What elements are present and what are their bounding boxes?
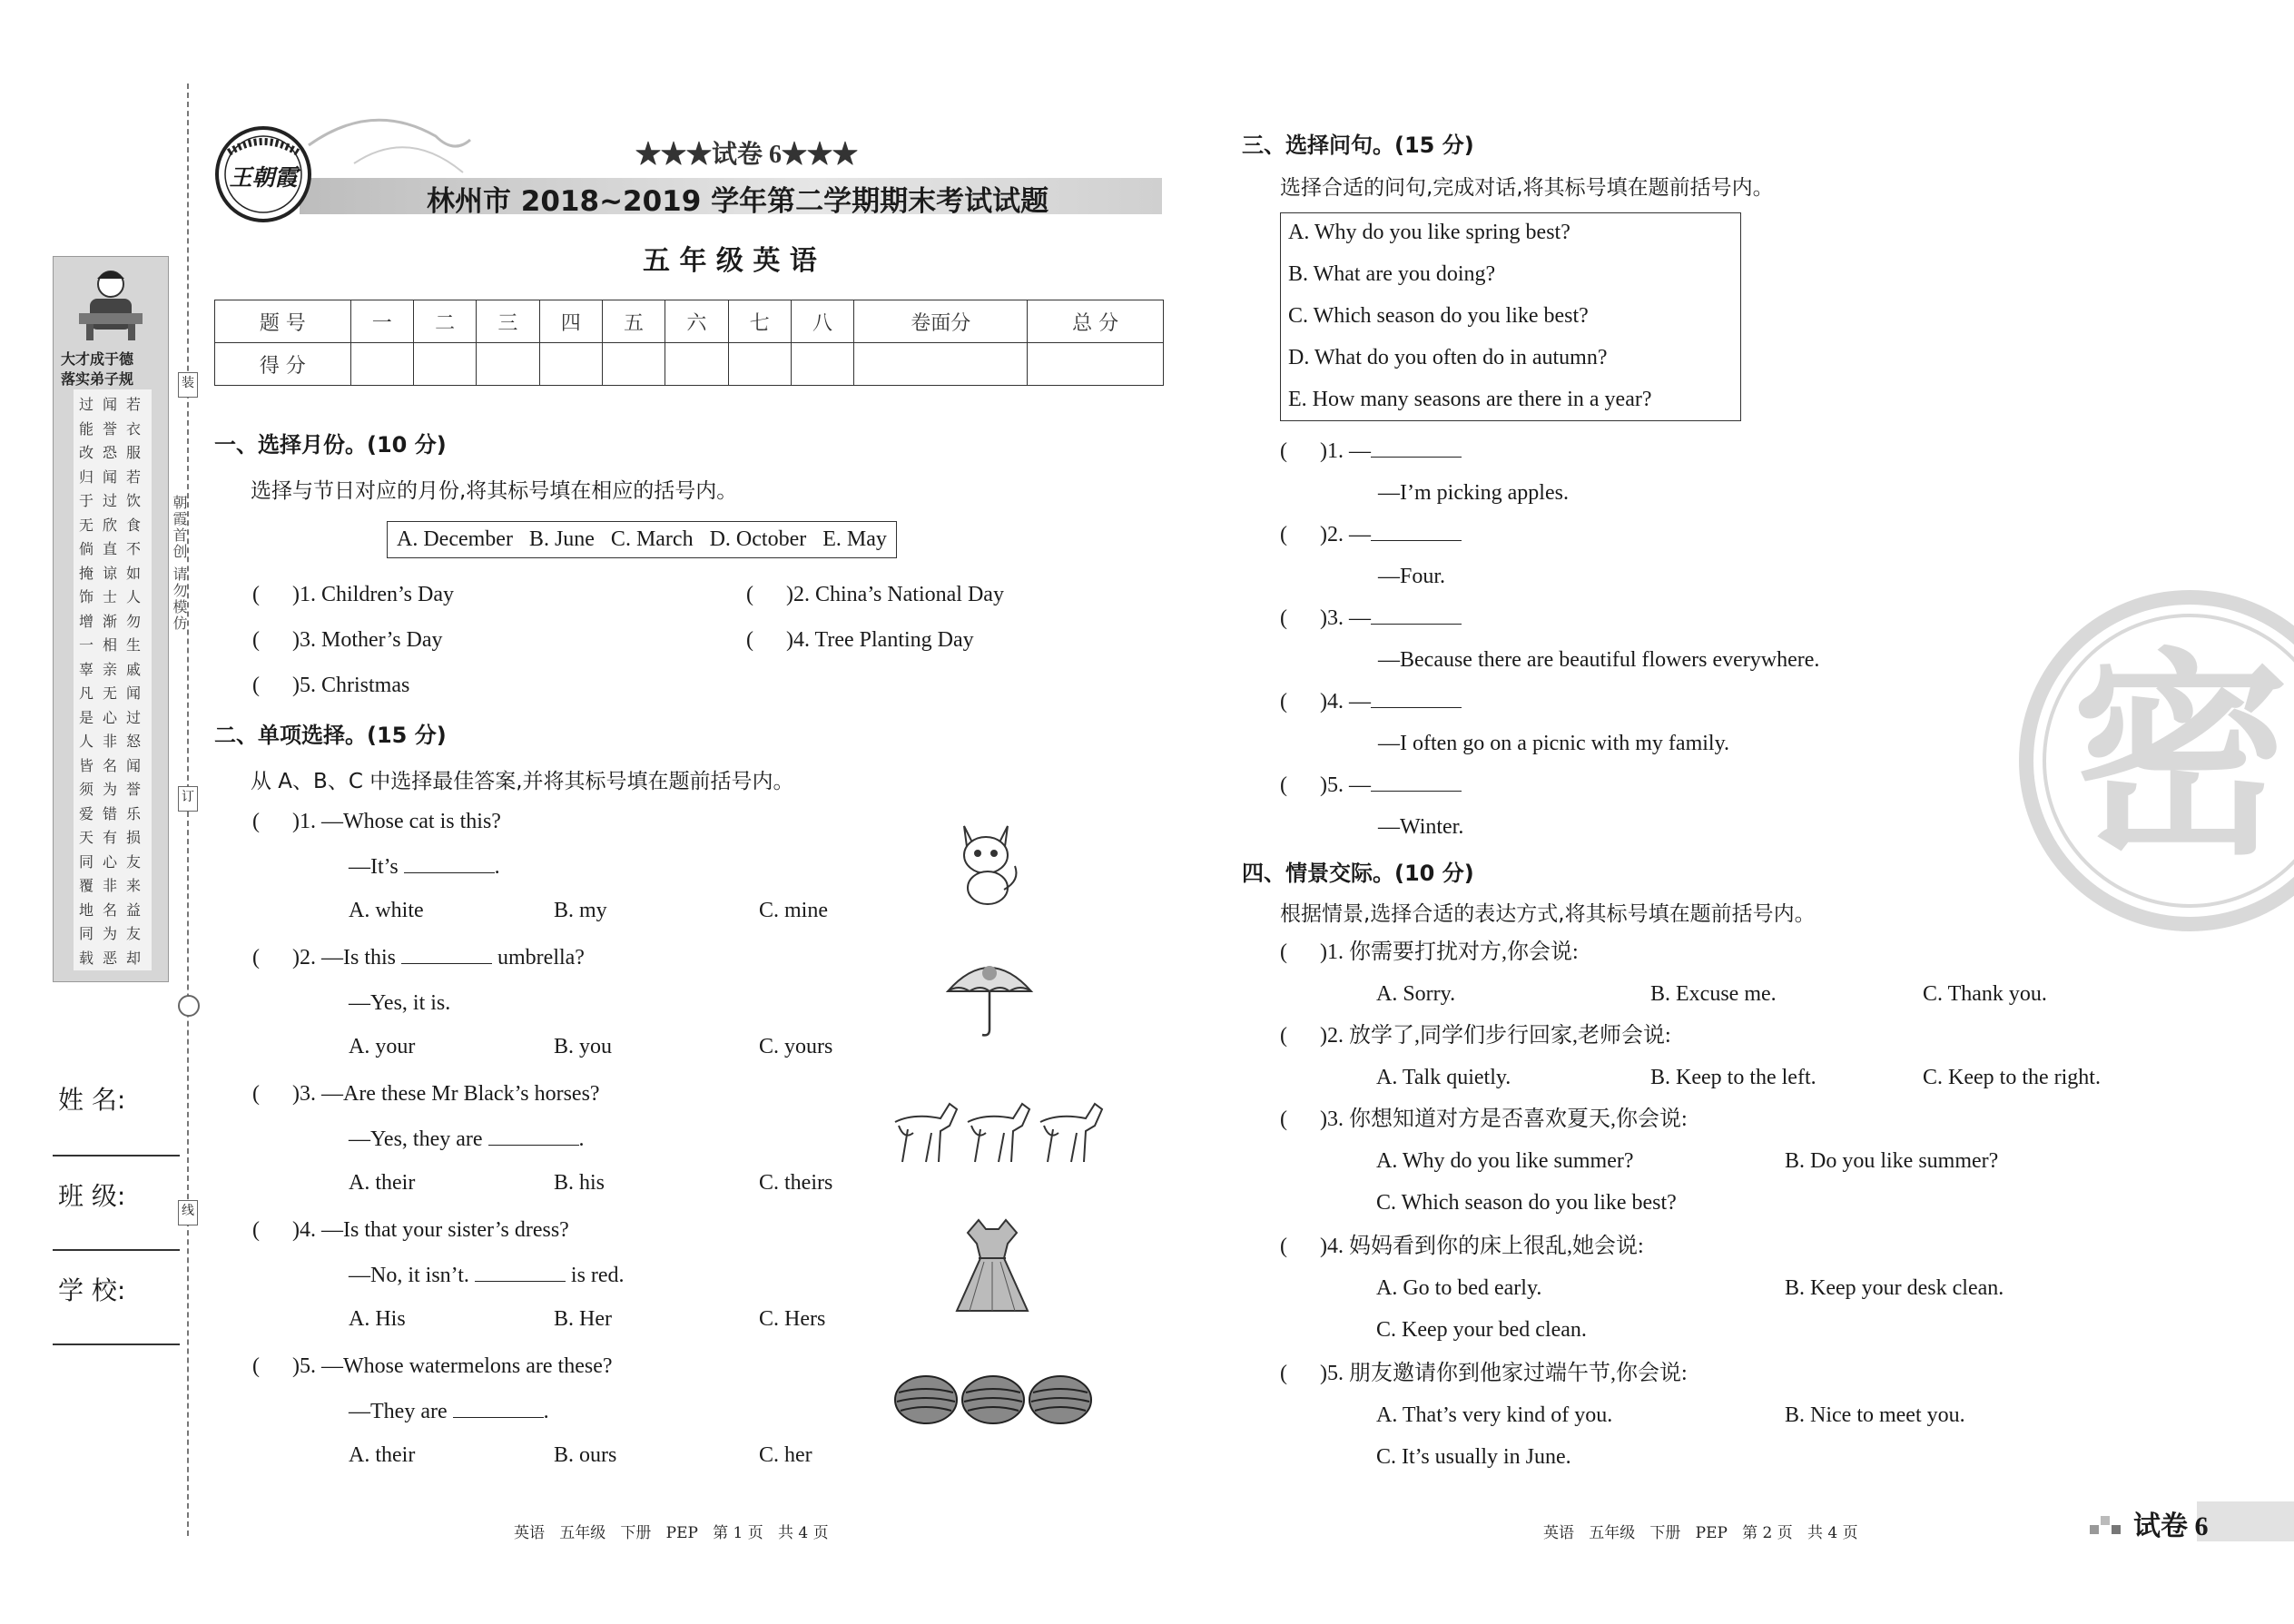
part1-item-1[interactable]: ( )1. Children’s Day xyxy=(252,583,454,606)
part3-item-5-answer: —Winter. xyxy=(1378,815,1464,839)
score-cell: 二 xyxy=(413,300,476,343)
paper-label: ★★★试卷 6★★★ xyxy=(635,141,859,169)
score-table-header-row xyxy=(215,300,1164,343)
part2-q4-option-a[interactable]: A. His xyxy=(349,1307,406,1331)
score-input[interactable] xyxy=(413,343,476,386)
part2-q2-option-a[interactable]: A. your xyxy=(349,1035,416,1058)
part4-item-5-option-a[interactable]: A. That’s very kind of you. xyxy=(1376,1403,1613,1427)
part4-item-4-option-c[interactable]: C. Keep your bed clean. xyxy=(1376,1318,1587,1342)
part4-heading: 四、情景交际。(10 分) xyxy=(1242,861,1474,886)
part2-instruction: 从 A、B、C 中选择最佳答案,并将其标号填在题前括号内。 xyxy=(251,770,794,793)
corner-paper-label: 试卷 6 xyxy=(2133,1511,2209,1541)
score-cell: 四 xyxy=(539,300,602,343)
part2-heading: 二、单项选择。(15 分) xyxy=(214,723,447,748)
part2-q5-option-c[interactable]: C. her xyxy=(759,1443,812,1467)
part2-q2-answer: —Yes, it is. xyxy=(349,991,451,1015)
footer-page-2: 英语 五年级 下册 PEP 第 2 页 共 4 页 xyxy=(1543,1524,1858,1542)
score-cell: 五 xyxy=(602,300,665,343)
umbrella-picture xyxy=(944,950,1035,1040)
part2-q3-option-a[interactable]: A. their xyxy=(349,1171,416,1195)
part3-heading: 三、选择问句。(15 分) xyxy=(1242,133,1474,158)
motto-line-2: 落实弟子规 xyxy=(61,370,134,388)
binding-hole-1 xyxy=(178,995,200,1017)
score-input[interactable] xyxy=(854,343,1028,386)
part3-option-c: C. Which season do you like best? xyxy=(1288,304,1589,328)
part4-item-2-option-c[interactable]: C. Keep to the right. xyxy=(1923,1066,2101,1089)
part2-q5-answer xyxy=(349,1398,549,1425)
score-cell: 六 xyxy=(665,300,728,343)
part4-item-2-question[interactable]: ( )2. 放学了,同学们步行回家,老师会说: xyxy=(1280,1024,1671,1048)
part4-item-1-option-a[interactable]: A. Sorry. xyxy=(1376,982,1456,1006)
part4-item-4-option-b[interactable]: B. Keep your desk clean. xyxy=(1785,1276,2004,1300)
part2-q3-answer xyxy=(349,1126,585,1153)
exam-title: 林州市 2018~2019 学年第二学期期末考试试题 xyxy=(427,185,1049,218)
part2-q3-option-b[interactable]: B. his xyxy=(554,1171,605,1195)
answer-suffix: . xyxy=(543,1400,549,1423)
part3-item-2-answer: —Four. xyxy=(1378,565,1446,588)
part3-item-4-answer: —I often go on a picnic with my family. xyxy=(1378,732,1730,755)
school-label: 学 校: xyxy=(58,1275,126,1305)
part2-q4-question[interactable]: ( )4. —Is that your sister’s dress? xyxy=(252,1218,569,1242)
part4-item-5-question[interactable]: ( )5. 朋友邀请你到他家过端午节,你会说: xyxy=(1280,1362,1688,1385)
answer-blank[interactable] xyxy=(1371,689,1462,708)
motto-column-1: 过能改归于无倘掩饰增一辜凡是人皆须爱天同覆地同载 xyxy=(79,396,94,967)
part4-item-3-option-b[interactable]: B. Do you like summer? xyxy=(1785,1149,1999,1173)
part4-item-2-option-b[interactable]: B. Keep to the left. xyxy=(1650,1066,1816,1089)
score-cell: 题 号 xyxy=(215,300,351,343)
watermelons-picture xyxy=(893,1373,1093,1427)
answer-blank[interactable] xyxy=(1371,605,1462,625)
cat-picture xyxy=(950,817,1022,908)
scholar-figure xyxy=(70,262,152,344)
part2-q1-option-a[interactable]: A. white xyxy=(349,899,424,922)
school-field[interactable] xyxy=(53,1343,180,1345)
name-label: 姓 名: xyxy=(58,1085,126,1115)
part3-item-3-question xyxy=(1280,605,1462,632)
stamp-character: 密 xyxy=(2072,630,2290,884)
score-table-score-row xyxy=(215,343,1164,386)
class-field[interactable] xyxy=(53,1249,180,1251)
answer-blank[interactable] xyxy=(1371,773,1462,792)
confidential-stamp xyxy=(2017,588,2294,933)
footer-page-1: 英语 五年级 下册 PEP 第 1 页 共 4 页 xyxy=(514,1524,829,1542)
part2-q4-answer xyxy=(349,1262,625,1289)
part2-q4-option-c[interactable]: C. Hers xyxy=(759,1307,826,1331)
motto-panel xyxy=(53,256,169,982)
part4-item-5-option-c[interactable]: C. It’s usually in June. xyxy=(1376,1445,1571,1469)
score-cell: 七 xyxy=(728,300,791,343)
part3-instruction: 选择合适的问句,完成对话,将其标号填在题前括号内。 xyxy=(1280,176,1774,200)
part4-item-4-question[interactable]: ( )4. 妈妈看到你的床上很乱,她会说: xyxy=(1280,1235,1644,1258)
answer-prefix: —No, it isn’t. xyxy=(349,1264,469,1287)
logo-text: 王朝霞 xyxy=(229,166,298,191)
score-cell: 八 xyxy=(791,300,853,343)
exam-subject: 五 年 级 英 语 xyxy=(643,245,817,277)
logo-seal xyxy=(214,125,312,223)
score-input[interactable] xyxy=(791,343,853,386)
part2-q5-question[interactable]: ( )5. —Whose watermelons are these? xyxy=(252,1354,613,1378)
score-input[interactable] xyxy=(665,343,728,386)
part3-item-4-question xyxy=(1280,688,1462,715)
class-label: 班 级: xyxy=(58,1181,126,1211)
question-prefix: ( )2. — xyxy=(1280,523,1371,546)
score-cell: 三 xyxy=(477,300,539,343)
part2-q3-question[interactable]: ( )3. —Are these Mr Black’s horses? xyxy=(252,1082,600,1106)
answer-prefix: —It’s xyxy=(349,855,399,879)
part4-item-2-option-a[interactable]: A. Talk quietly. xyxy=(1376,1066,1511,1089)
score-input[interactable] xyxy=(350,343,413,386)
cut-mark-2: 订 xyxy=(178,786,198,812)
part2-q5-option-a[interactable]: A. their xyxy=(349,1443,416,1467)
score-input[interactable] xyxy=(477,343,539,386)
answer-blank[interactable] xyxy=(1371,438,1462,458)
part4-item-4-option-a[interactable]: A. Go to bed early. xyxy=(1376,1276,1542,1300)
cut-mark-3: 线 xyxy=(178,1200,198,1225)
answer-prefix: —Yes, they are xyxy=(349,1127,483,1151)
part2-q1-option-b[interactable]: B. my xyxy=(554,899,607,922)
question-prefix: ( )2. —Is this xyxy=(252,946,396,969)
answer-blank[interactable] xyxy=(475,1263,566,1282)
part2-q2-option-c[interactable]: C. yours xyxy=(759,1035,833,1058)
score-input[interactable] xyxy=(728,343,791,386)
part4-item-1-option-c[interactable]: C. Thank you. xyxy=(1923,982,2047,1006)
part4-item-1-question[interactable]: ( )1. 你需要打扰对方,你会说: xyxy=(1280,940,1579,964)
answer-blank[interactable] xyxy=(401,945,492,964)
part3-option-d: D. What do you often do in autumn? xyxy=(1288,346,1608,369)
score-cell: 一 xyxy=(350,300,413,343)
motto-line-1: 大才成于德 xyxy=(61,350,134,368)
ribbon-decoration xyxy=(300,109,472,182)
part2-q2-question xyxy=(252,944,585,971)
part1-item-2[interactable]: ( )2. China’s National Day xyxy=(746,583,1004,606)
part4-item-3-question[interactable]: ( )3. 你想知道对方是否喜欢夏天,你会说: xyxy=(1280,1107,1688,1131)
answer-suffix: is red. xyxy=(570,1264,625,1287)
part3-option-e: E. How many seasons are there in a year? xyxy=(1288,388,1652,411)
dress-picture xyxy=(951,1216,1033,1316)
score-cell: 卷面分 xyxy=(854,300,1028,343)
part4-item-1-option-b[interactable]: B. Excuse me. xyxy=(1650,982,1777,1006)
part4-item-3-option-c[interactable]: C. Which season do you like best? xyxy=(1376,1191,1677,1215)
cut-mark-1: 装 xyxy=(178,372,198,398)
part3-item-1-question xyxy=(1280,438,1462,465)
part3-option-b: B. What are you doing? xyxy=(1288,262,1496,286)
answer-prefix: —They are xyxy=(349,1400,448,1423)
part3-item-3-answer: —Because there are beautiful flowers everywhere. xyxy=(1378,648,1820,672)
part1-options-box: A. December B. June C. March D. October E. May xyxy=(387,521,897,558)
answer-blank[interactable] xyxy=(1371,522,1462,541)
part2-q3-option-c[interactable]: C. theirs xyxy=(759,1171,833,1195)
part2-q1-answer xyxy=(349,853,500,881)
part4-item-3-option-a[interactable]: A. Why do you like summer? xyxy=(1376,1149,1634,1173)
part4-item-5-option-b[interactable]: B. Nice to meet you. xyxy=(1785,1403,1965,1427)
part3-item-2-question xyxy=(1280,521,1462,548)
question-prefix: ( )4. — xyxy=(1280,690,1371,714)
part3-item-5-question xyxy=(1280,772,1462,799)
part3-option-a: A. Why do you like spring best? xyxy=(1288,221,1570,244)
corner-decoration xyxy=(2090,1509,2126,1536)
copyright-vertical-note: 朝霞首创 请勿模仿 xyxy=(171,495,188,633)
score-table xyxy=(214,300,1164,386)
score-input[interactable] xyxy=(602,343,665,386)
answer-suffix: . xyxy=(578,1127,585,1151)
part2-q1-question[interactable]: ( )1. —Whose cat is this? xyxy=(252,810,501,833)
answer-blank[interactable] xyxy=(488,1127,579,1146)
part1-item-3[interactable]: ( )3. Mother’s Day xyxy=(252,628,443,652)
name-field[interactable] xyxy=(53,1155,180,1156)
score-input[interactable] xyxy=(1028,343,1164,386)
answer-suffix: . xyxy=(494,855,500,879)
question-prefix: ( )5. — xyxy=(1280,773,1371,797)
part2-q4-option-b[interactable]: B. Her xyxy=(554,1307,612,1331)
part3-options-box xyxy=(1280,212,1741,421)
question-prefix: ( )3. — xyxy=(1280,606,1371,630)
part4-instruction: 根据情景,选择合适的表达方式,将其标号填在题前括号内。 xyxy=(1280,902,1816,926)
score-input[interactable] xyxy=(539,343,602,386)
score-cell: 得 分 xyxy=(215,343,351,386)
part3-item-1-answer: —I’m picking apples. xyxy=(1378,481,1569,505)
part2-q1-option-c[interactable]: C. mine xyxy=(759,899,828,922)
corner-bar xyxy=(2197,1501,2294,1541)
question-prefix: ( )1. — xyxy=(1280,439,1371,463)
horses-picture xyxy=(886,1086,1108,1167)
motto-column-3: 若衣服若饮食不如人勿生戚闻过怒闻誉乐损友来益友却 xyxy=(126,396,142,967)
part1-item-5[interactable]: ( )5. Christmas xyxy=(252,674,410,697)
question-suffix: umbrella? xyxy=(497,946,585,969)
part1-instruction: 选择与节日对应的月份,将其标号填在相应的括号内。 xyxy=(251,479,738,503)
part1-heading: 一、选择月份。(10 分) xyxy=(214,432,447,458)
motto-column-2: 闻誉恐闻过欣直谅士渐相亲无心非名为错有心非名为恶 xyxy=(103,396,118,967)
score-cell: 总 分 xyxy=(1028,300,1164,343)
answer-blank[interactable] xyxy=(453,1399,544,1418)
part2-q2-option-b[interactable]: B. you xyxy=(554,1035,613,1058)
part1-item-4[interactable]: ( )4. Tree Planting Day xyxy=(746,628,974,652)
answer-blank[interactable] xyxy=(404,854,495,873)
part2-q5-option-b[interactable]: B. ours xyxy=(554,1443,617,1467)
